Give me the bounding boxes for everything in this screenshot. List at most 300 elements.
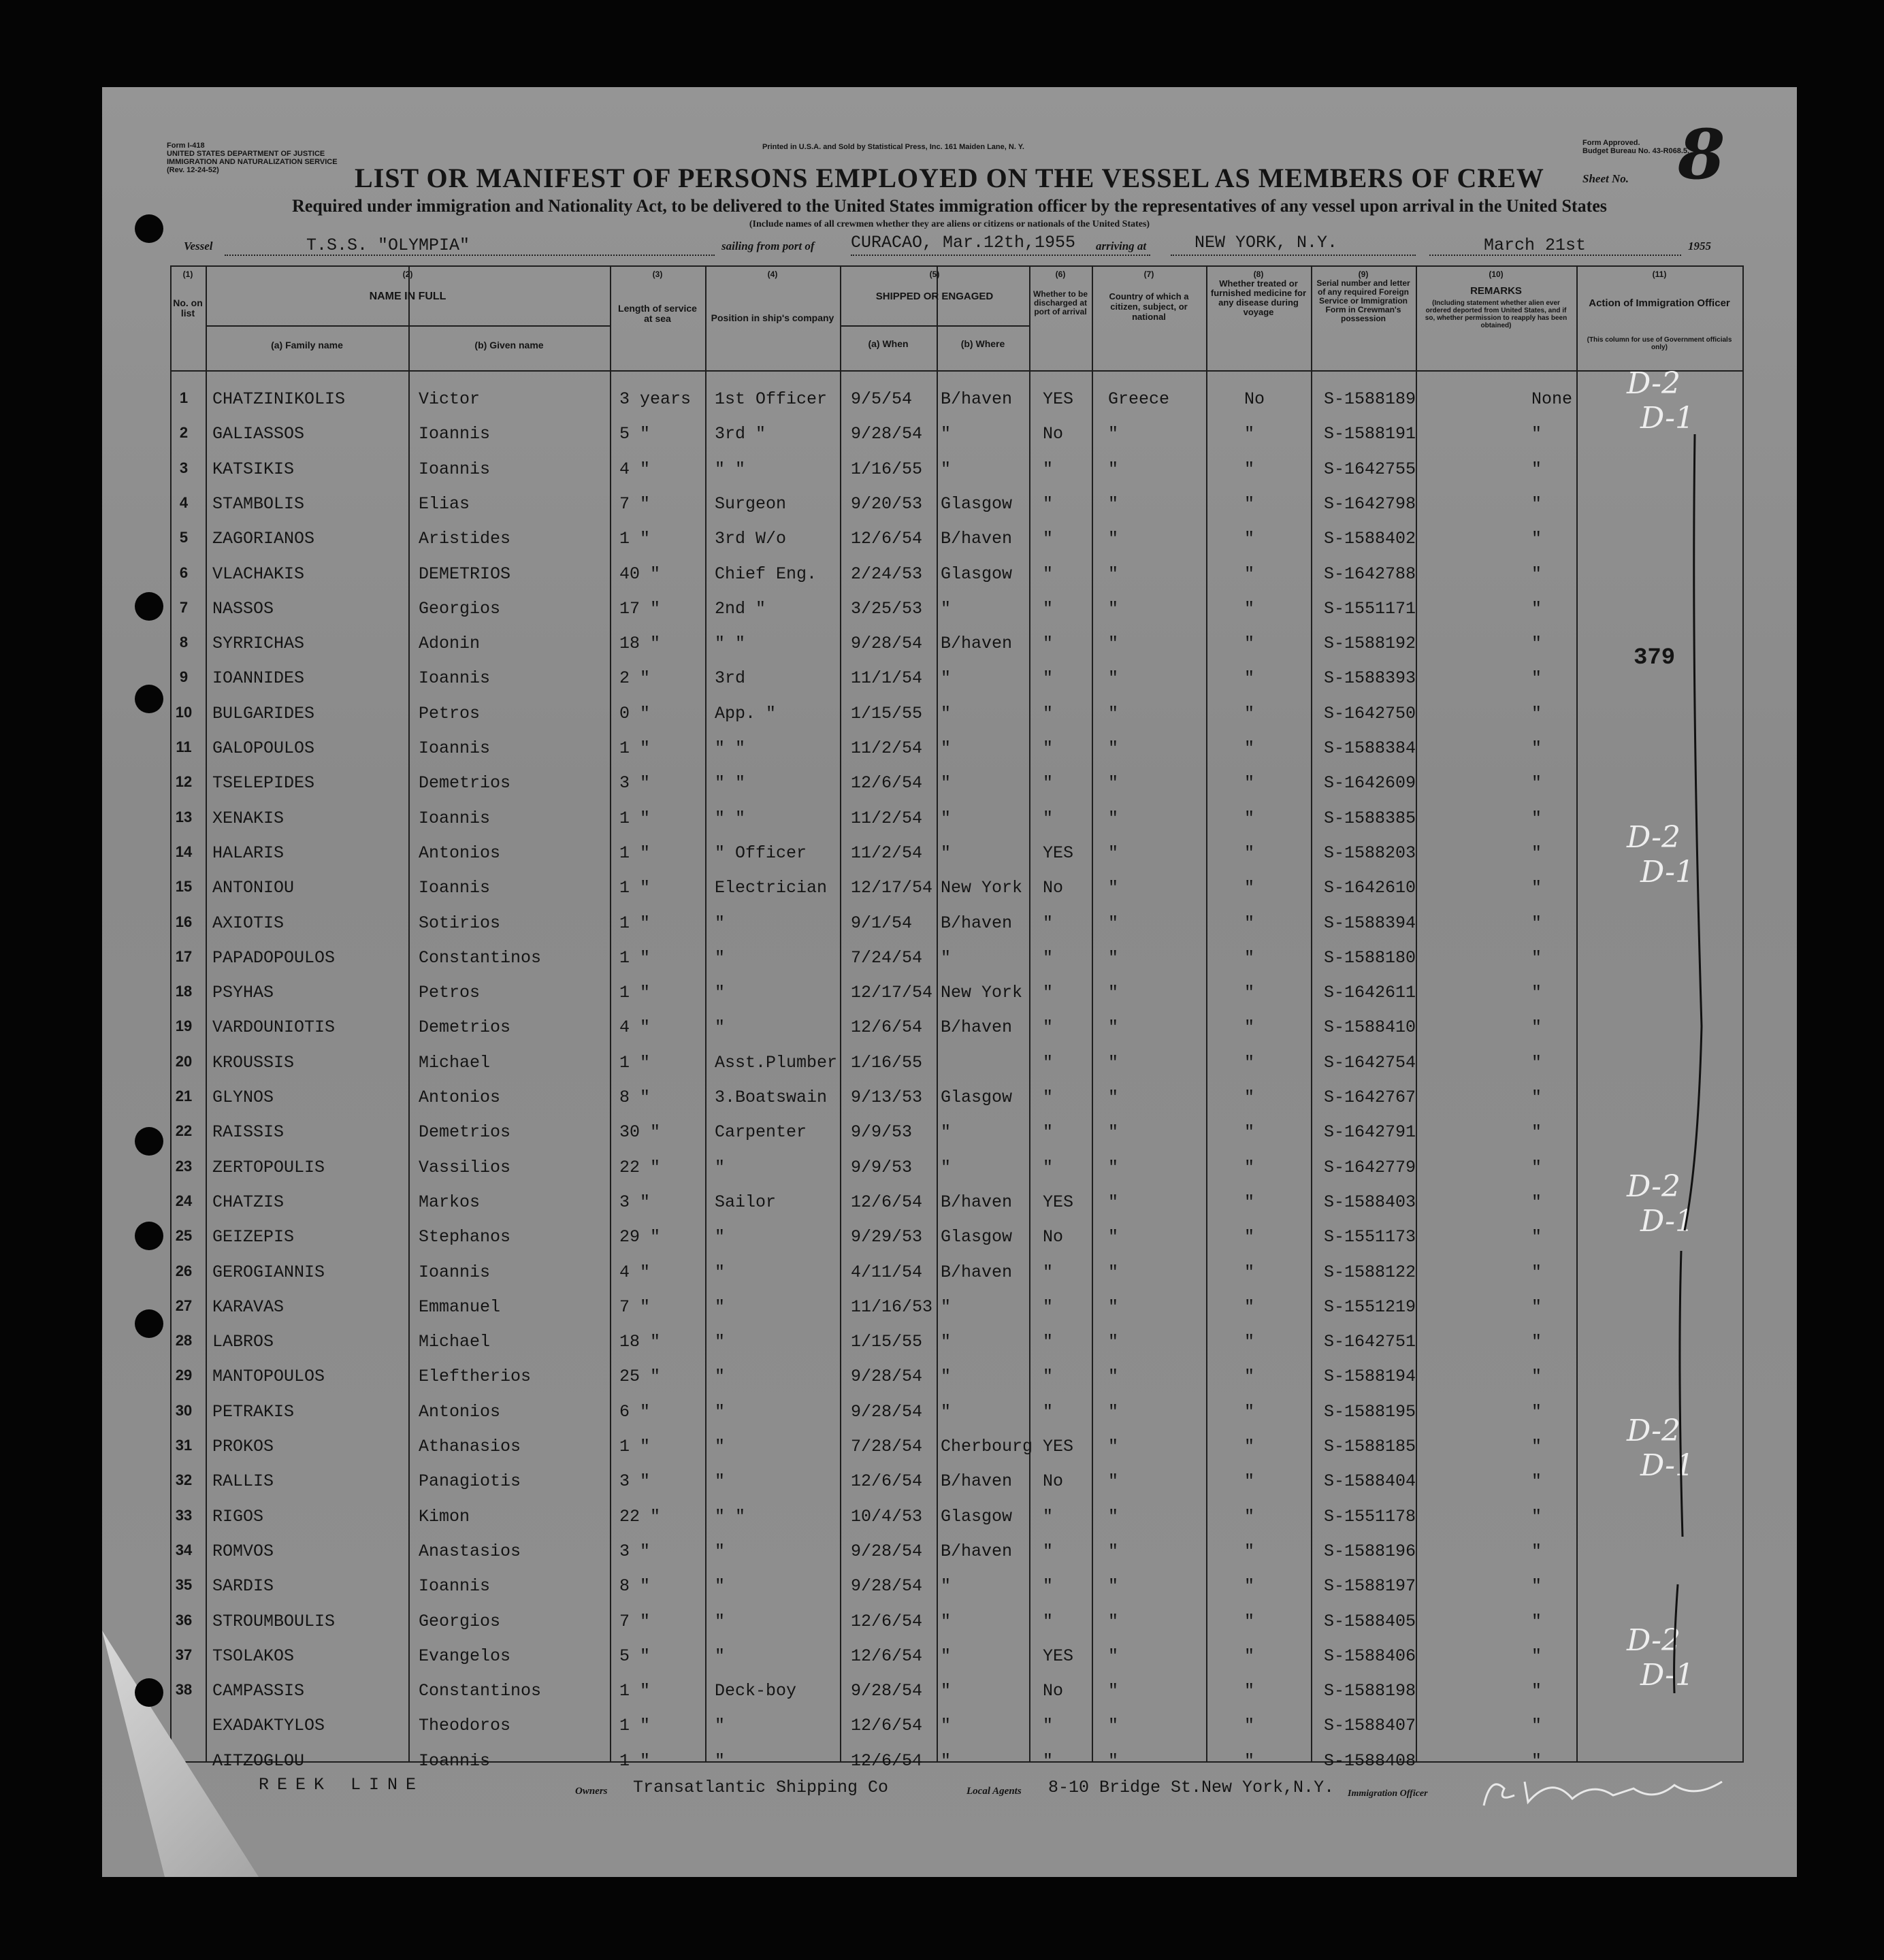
binder-hole	[135, 1309, 163, 1338]
cell-disch: "	[1043, 1541, 1054, 1561]
cell-treated: "	[1244, 773, 1255, 794]
cell-length: 1 "	[619, 878, 651, 898]
table-row	[170, 868, 1742, 903]
table-row	[170, 1183, 1742, 1218]
cell-disch: "	[1043, 1576, 1054, 1597]
header-name-in-full: NAME IN FULL	[369, 291, 446, 302]
cell-serial: S-1588122	[1324, 1262, 1416, 1282]
cell-disch: "	[1043, 634, 1054, 654]
header-position: Position in ship's company	[711, 312, 834, 323]
cell-position: " "	[715, 634, 746, 654]
arrival-date: March 21st	[1484, 235, 1587, 255]
cell-when: 12/6/54	[851, 529, 923, 549]
cell-position: "	[715, 1437, 726, 1456]
form-agency: UNITED STATES DEPARTMENT OF JUSTICE	[167, 150, 325, 158]
sheet-label: Sheet No.	[1582, 172, 1629, 185]
cell-position: Surgeon	[715, 493, 787, 514]
cell-serial: S-1551173	[1324, 1227, 1416, 1247]
cell-treated: "	[1244, 1576, 1255, 1597]
cell-remarks: "	[1531, 424, 1542, 444]
cell-treated: "	[1244, 1262, 1255, 1282]
cell-remarks: "	[1531, 493, 1542, 514]
cell-no: 19	[175, 1017, 193, 1035]
cell-when: 11/16/53	[851, 1296, 933, 1317]
cell-where: "	[941, 459, 952, 479]
cell-country: "	[1108, 634, 1119, 654]
cell-where: Glasgow	[941, 1227, 1013, 1247]
cell-country: "	[1108, 1088, 1119, 1107]
cell-when: 12/6/54	[851, 1716, 923, 1736]
cell-where: "	[941, 1401, 952, 1422]
form-service: IMMIGRATION AND NATURALIZATION SERVICE	[167, 158, 338, 166]
cell-length: 3 years	[619, 389, 692, 409]
cell-length: 7 "	[619, 1296, 651, 1317]
col-num-4: (4)	[767, 270, 778, 279]
cell-remarks: "	[1531, 1471, 1542, 1492]
cell-country: "	[1108, 773, 1119, 794]
table-row	[170, 799, 1742, 834]
cell-family: ANTONIOU	[212, 878, 295, 898]
cell-serial: S-1551171	[1324, 598, 1416, 619]
cell-family: PETRAKIS	[212, 1401, 295, 1422]
cell-country: "	[1108, 983, 1119, 1003]
cell-given: Kimon	[419, 1506, 470, 1526]
cell-country: "	[1108, 1157, 1119, 1177]
cell-where: Glasgow	[941, 564, 1013, 584]
cell-remarks: "	[1531, 1401, 1542, 1422]
cell-length: 8 "	[619, 1576, 651, 1597]
cell-remarks: "	[1531, 983, 1542, 1003]
cell-remarks: "	[1531, 1716, 1542, 1736]
cell-no: 13	[175, 808, 193, 826]
table-row	[170, 450, 1742, 485]
cell-serial: S-1588192	[1324, 634, 1416, 654]
cell-remarks: "	[1531, 1437, 1542, 1456]
cell-length: 17 "	[619, 598, 661, 619]
cell-treated: "	[1244, 1227, 1255, 1247]
cell-where: B/haven	[941, 1471, 1013, 1492]
cell-serial: S-1588394	[1324, 913, 1416, 933]
cell-country: "	[1108, 738, 1119, 758]
cell-country: "	[1108, 1437, 1119, 1456]
cell-treated: "	[1244, 1681, 1255, 1701]
table-row	[170, 1671, 1742, 1706]
cell-when: 11/2/54	[851, 808, 923, 828]
cell-family: TSELEPIDES	[212, 773, 315, 794]
cell-no: 1	[179, 389, 189, 406]
cell-when: 9/28/54	[851, 1681, 923, 1701]
cell-treated: "	[1244, 1367, 1255, 1387]
cell-position: "	[715, 1541, 726, 1561]
cell-disch: No	[1043, 1681, 1064, 1701]
cell-given: Panagiotis	[419, 1471, 521, 1492]
cell-remarks: "	[1531, 1122, 1542, 1143]
cell-no: 37	[175, 1646, 193, 1663]
vessel-label: Vessel	[184, 240, 213, 252]
cell-length: 2 "	[619, 668, 651, 689]
cell-country: "	[1108, 493, 1119, 514]
cell-country: "	[1108, 598, 1119, 619]
action-mark: D-2	[1627, 1622, 1680, 1658]
cell-country: "	[1108, 1646, 1119, 1666]
cell-family: GEROGIANNIS	[212, 1262, 325, 1282]
table-row	[170, 1532, 1742, 1567]
cell-length: 1 "	[619, 1716, 651, 1736]
cell-family: CAMPASSIS	[212, 1681, 305, 1701]
cell-position: " "	[715, 808, 746, 828]
action-mark: D-2	[1627, 1169, 1680, 1204]
cell-serial: S-1588197	[1324, 1576, 1416, 1597]
cell-given: Michael	[419, 1052, 491, 1073]
table-row	[170, 1253, 1742, 1288]
cell-treated: "	[1244, 1437, 1255, 1456]
cell-serial: S-1642755	[1324, 459, 1416, 479]
cell-where: "	[941, 1332, 952, 1352]
binder-hole	[135, 1127, 163, 1156]
table-row	[170, 485, 1742, 519]
cell-treated: "	[1244, 1471, 1255, 1492]
vessel-name: T.S.S. "OLYMPIA"	[306, 235, 470, 255]
cell-position: "	[715, 1332, 726, 1352]
cell-length: 4 "	[619, 1017, 651, 1038]
cell-remarks: "	[1531, 1681, 1542, 1701]
header-action: Action of Immigration Officer	[1589, 297, 1730, 309]
cell-position: " "	[715, 773, 746, 794]
cell-disch: "	[1043, 1157, 1054, 1177]
cell-serial: S-1588385	[1324, 808, 1416, 828]
cell-where: "	[941, 773, 952, 794]
cell-family: EXADAKTYLOS	[212, 1716, 325, 1736]
cell-family: GALIASSOS	[212, 424, 305, 444]
cell-remarks: "	[1531, 1611, 1542, 1631]
cell-no: 38	[175, 1681, 193, 1699]
cell-where: Glasgow	[941, 1506, 1013, 1526]
cell-position: 3rd "	[715, 424, 766, 444]
cell-family: TSOLAKOS	[212, 1646, 295, 1666]
cell-country: "	[1108, 459, 1119, 479]
header-remarks: REMARKS	[1470, 285, 1522, 297]
cell-length: 8 "	[619, 1088, 651, 1107]
cell-when: 9/28/54	[851, 1367, 923, 1387]
cell-treated: "	[1244, 703, 1255, 723]
cell-position: "	[715, 1576, 726, 1597]
cell-given: Ioannis	[419, 459, 491, 479]
stamp-number: 379	[1634, 645, 1676, 671]
cell-where: B/haven	[941, 634, 1013, 654]
cell-disch: "	[1043, 529, 1054, 549]
cell-disch: "	[1043, 1296, 1054, 1317]
cell-disch: "	[1043, 947, 1054, 968]
cell-disch: "	[1043, 1716, 1054, 1736]
cell-treated: "	[1244, 983, 1255, 1003]
cell-position: "	[715, 947, 726, 968]
cell-treated: "	[1244, 598, 1255, 619]
cell-family: XENAKIS	[212, 808, 285, 828]
cell-when: 12/6/54	[851, 1611, 923, 1631]
cell-length: 1 "	[619, 947, 651, 968]
cell-given: Georgios	[419, 598, 501, 619]
cell-family: BULGARIDES	[212, 703, 315, 723]
cell-treated: "	[1244, 564, 1255, 584]
cell-when: 9/9/53	[851, 1157, 913, 1177]
cell-no: 6	[179, 564, 189, 581]
cell-disch: "	[1043, 1750, 1054, 1771]
cell-remarks: "	[1531, 1367, 1542, 1387]
printer-note: Printed in U.S.A. and Sold by Statistical Press, Inc. 161 Maiden Lane, N. Y.	[762, 143, 1024, 151]
form-revision: (Rev. 12-24-52)	[167, 166, 219, 174]
cell-family: GALOPOULOS	[212, 738, 315, 758]
cell-remarks: "	[1531, 1088, 1542, 1107]
cell-position: Carpenter	[715, 1122, 807, 1143]
header-length-service: Length of service at sea	[618, 303, 697, 324]
cell-no: 18	[175, 983, 193, 1000]
table-row	[170, 1392, 1742, 1427]
cell-given: Ioannis	[419, 738, 491, 758]
arriving-label: arriving at	[1096, 240, 1147, 252]
cell-country: "	[1108, 1262, 1119, 1282]
cell-disch: "	[1043, 1506, 1054, 1526]
cell-given: Evangelos	[419, 1646, 511, 1666]
cell-given: Constantinos	[419, 1681, 542, 1701]
cell-no: 23	[175, 1157, 193, 1175]
cell-remarks: "	[1531, 634, 1542, 654]
cell-length: 1 "	[619, 738, 651, 758]
header-where: (b) Where	[960, 338, 1005, 349]
cell-position: "	[715, 1750, 726, 1771]
cell-family: NASSOS	[212, 598, 274, 619]
cell-when: 9/5/54	[851, 389, 913, 409]
cell-length: 40 "	[619, 564, 661, 584]
cell-where: "	[941, 1681, 952, 1701]
table-row	[170, 973, 1742, 1008]
cell-position: "	[715, 1401, 726, 1422]
cell-family: RALLIS	[212, 1471, 274, 1492]
header-serial: Serial number and letter of any required Foreign Service or Immigration Form in Crewman's possession	[1316, 278, 1410, 323]
cell-given: Ioannis	[419, 878, 491, 898]
cell-country: "	[1108, 1506, 1119, 1526]
cell-serial: S-1588196	[1324, 1541, 1416, 1561]
cell-serial: S-1642611	[1324, 983, 1416, 1003]
cell-when: 11/2/54	[851, 843, 923, 863]
cell-no: 10	[175, 703, 193, 721]
cell-serial: S-1588203	[1324, 843, 1416, 863]
cell-given: Antonios	[419, 1088, 501, 1107]
col-num-5: (5)	[929, 270, 940, 279]
cell-no: 33	[175, 1506, 193, 1524]
cell-position: "	[715, 1367, 726, 1387]
cell-disch: "	[1043, 1367, 1054, 1387]
cell-country: "	[1108, 1052, 1119, 1073]
cell-length: 0 "	[619, 703, 651, 723]
cell-serial: S-1588384	[1324, 738, 1416, 758]
cell-length: 30 "	[619, 1122, 661, 1143]
cell-disch: YES	[1043, 1646, 1074, 1666]
cell-remarks: "	[1531, 1506, 1542, 1526]
cell-disch: "	[1043, 773, 1054, 794]
cell-length: 1 "	[619, 913, 651, 933]
cell-treated: "	[1244, 1296, 1255, 1317]
cell-serial: S-1642610	[1324, 878, 1416, 898]
cell-country: "	[1108, 1541, 1119, 1561]
cell-when: 9/29/53	[851, 1227, 923, 1247]
cell-when: 12/6/54	[851, 1471, 923, 1492]
cell-serial: S-1642751	[1324, 1332, 1416, 1352]
cell-treated: "	[1244, 843, 1255, 863]
cell-country: "	[1108, 1192, 1119, 1212]
cell-no: 16	[175, 913, 193, 930]
table-row	[170, 938, 1742, 973]
cell-when: 9/28/54	[851, 1541, 923, 1561]
table-row	[170, 1322, 1742, 1357]
cell-where: New York	[941, 878, 1023, 898]
cell-where: B/haven	[941, 1192, 1013, 1212]
cell-treated: "	[1244, 878, 1255, 898]
cell-length: 29 "	[619, 1227, 661, 1247]
table-row	[170, 1043, 1742, 1078]
manifest-title: LIST OR MANIFEST OF PERSONS EMPLOYED ON THE VESSEL AS MEMBERS OF CREW	[355, 163, 1544, 193]
cell-no: 21	[175, 1088, 193, 1105]
cell-family: CHATZINIKOLIS	[212, 389, 346, 409]
cell-country: "	[1108, 808, 1119, 828]
cell-disch: "	[1043, 459, 1054, 479]
cell-treated: "	[1244, 1088, 1255, 1107]
cell-disch: "	[1043, 983, 1054, 1003]
col-num-6: (6)	[1055, 270, 1066, 279]
cell-remarks: "	[1531, 843, 1542, 863]
cell-remarks: "	[1531, 1227, 1542, 1247]
cell-where: "	[941, 1367, 952, 1387]
cell-where: B/haven	[941, 913, 1013, 933]
cell-treated: No	[1244, 389, 1265, 409]
cell-disch: "	[1043, 1401, 1054, 1422]
table-row	[170, 380, 1742, 414]
cell-given: Constantinos	[419, 947, 542, 968]
cell-treated: "	[1244, 459, 1255, 479]
cell-where: B/haven	[941, 1262, 1013, 1282]
cell-treated: "	[1244, 1506, 1255, 1526]
cell-no: 8	[179, 634, 189, 651]
cell-where: "	[941, 1611, 952, 1631]
cell-when: 1/16/55	[851, 1052, 923, 1073]
cell-position: 3.Boatswain	[715, 1088, 828, 1107]
cell-disch: No	[1043, 424, 1064, 444]
cell-where: Glasgow	[941, 493, 1013, 514]
cell-serial: S-1588406	[1324, 1646, 1416, 1666]
cell-position: App. "	[715, 703, 777, 723]
cell-when: 12/6/54	[851, 1017, 923, 1038]
cell-no: 4	[179, 493, 189, 511]
cell-where: "	[941, 598, 952, 619]
cell-length: 7 "	[619, 493, 651, 514]
cell-family: HALARIS	[212, 843, 285, 863]
table-row	[170, 1602, 1742, 1637]
cell-length: 1 "	[619, 1052, 651, 1073]
action-mark: D-2	[1627, 366, 1680, 401]
cell-family: ZERTOPOULIS	[212, 1157, 325, 1177]
cell-given: Emmanuel	[419, 1296, 501, 1317]
cell-family: IOANNIDES	[212, 668, 305, 689]
cell-serial: S-1642750	[1324, 703, 1416, 723]
cell-given: Antonios	[419, 1401, 501, 1422]
cell-position: 1st Officer	[715, 389, 828, 409]
arriving-port: NEW YORK, N.Y.	[1195, 233, 1338, 252]
action-mark: D-1	[1640, 1204, 1694, 1239]
cell-serial: S-1588194	[1324, 1367, 1416, 1387]
cell-where: "	[941, 1122, 952, 1143]
cell-disch: "	[1043, 1332, 1054, 1352]
agents-label: Local Agents	[967, 1786, 1022, 1797]
line-name: REEK LINE	[259, 1775, 425, 1795]
cell-serial: S-1551178	[1324, 1506, 1416, 1526]
header-no-on-list: No. on list	[173, 297, 203, 318]
cell-family: RAISSIS	[212, 1122, 285, 1143]
table-row	[170, 1462, 1742, 1497]
table-row	[170, 414, 1742, 449]
cell-given: Vassilios	[419, 1157, 511, 1177]
cell-length: 22 "	[619, 1506, 661, 1526]
cell-given: Victor	[419, 389, 481, 409]
cell-disch: "	[1043, 493, 1054, 514]
cell-no: 7	[179, 598, 189, 616]
cell-where: "	[941, 1576, 952, 1597]
cell-serial: S-1642788	[1324, 564, 1416, 584]
cell-where: "	[941, 843, 952, 863]
cell-family: MANTOPOULOS	[212, 1367, 325, 1387]
cell-treated: "	[1244, 1716, 1255, 1736]
cell-given: Demetrios	[419, 1122, 511, 1143]
table-row	[170, 1218, 1742, 1252]
cell-position: " "	[715, 459, 746, 479]
cell-given: Adonin	[419, 634, 481, 654]
cell-where: "	[941, 1716, 952, 1736]
cell-no: 3	[179, 459, 189, 476]
cell-country: "	[1108, 1471, 1119, 1492]
cell-where: "	[941, 1296, 952, 1317]
cell-when: 11/1/54	[851, 668, 923, 689]
cell-where: "	[941, 703, 952, 723]
cell-serial: S-1588185	[1324, 1437, 1416, 1456]
cell-treated: "	[1244, 808, 1255, 828]
officer-label: Immigration Officer	[1348, 1788, 1428, 1799]
table-row	[170, 624, 1742, 659]
manifest-subtitle: Required under immigration and Nationality Act, to be delivered to the United States immigration officer by the representatives of any vessel upon arrival in the United States	[292, 196, 1607, 216]
cell-given: Anastasios	[419, 1541, 521, 1561]
cell-disch: "	[1043, 738, 1054, 758]
cell-given: DEMETRIOS	[419, 564, 511, 584]
cell-family: KARAVAS	[212, 1296, 285, 1317]
cell-length: 4 "	[619, 459, 651, 479]
action-mark: D-1	[1640, 1658, 1694, 1693]
cell-treated: "	[1244, 668, 1255, 689]
cell-when: 9/13/53	[851, 1088, 923, 1107]
cell-where: "	[941, 738, 952, 758]
col-num-8: (8)	[1253, 270, 1264, 279]
cell-given: Stephanos	[419, 1227, 511, 1247]
cell-given: Elias	[419, 493, 470, 514]
cell-when: 9/28/54	[851, 424, 923, 444]
cell-no: 31	[175, 1437, 193, 1454]
cell-disch: "	[1043, 1122, 1054, 1143]
cell-country: "	[1108, 564, 1119, 584]
cell-where: "	[941, 1157, 952, 1177]
cell-country: "	[1108, 1367, 1119, 1387]
cell-disch: "	[1043, 564, 1054, 584]
cell-when: 9/1/54	[851, 913, 913, 933]
binder-hole	[135, 1222, 163, 1250]
owners-label: Owners	[575, 1786, 608, 1797]
cell-given: Theodoros	[419, 1716, 511, 1736]
cell-family: CHATZIS	[212, 1192, 285, 1212]
